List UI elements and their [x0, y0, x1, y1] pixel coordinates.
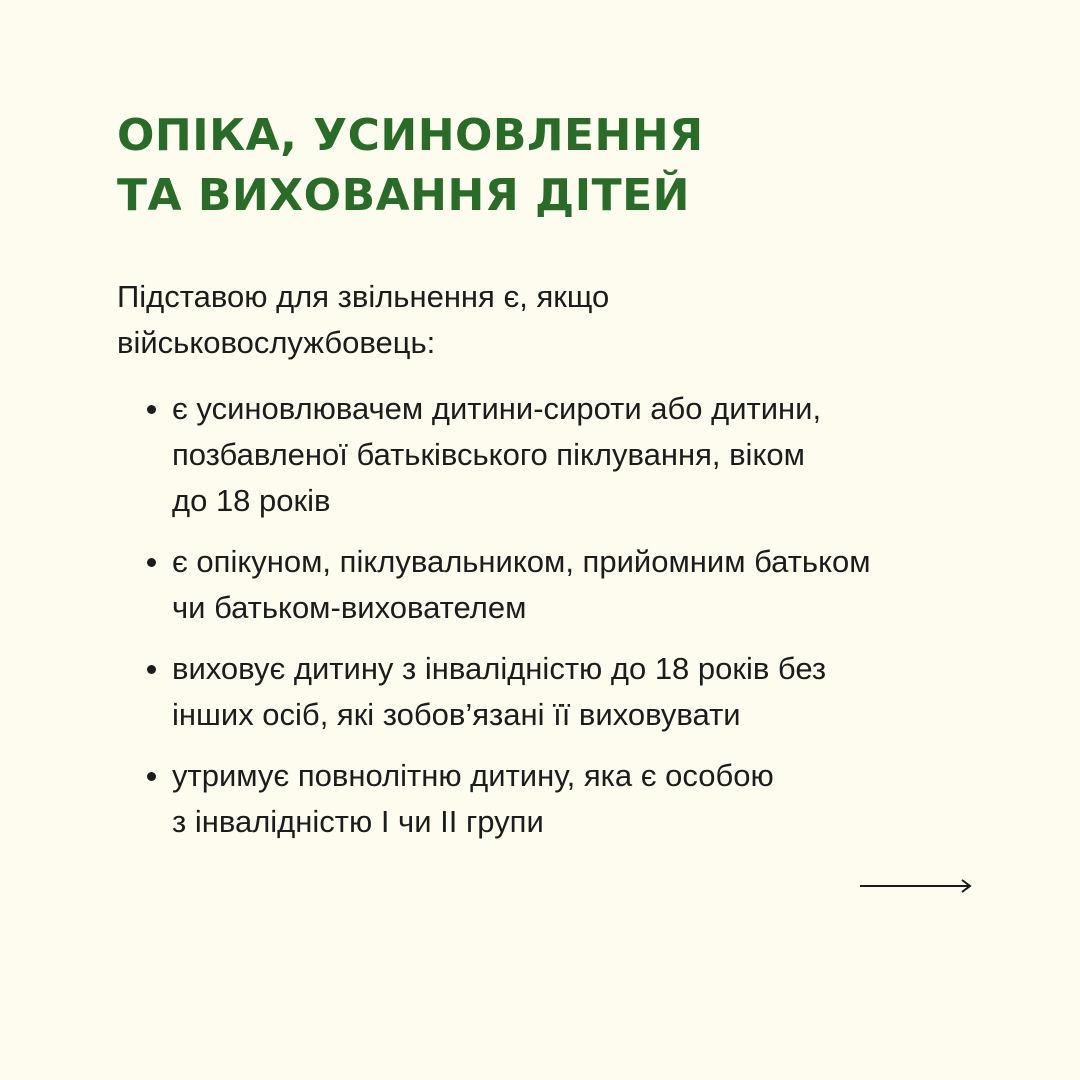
page-title-line: ОПІКА, УСИНОВЛЕННЯ	[117, 110, 704, 161]
bullet-icon	[147, 665, 156, 674]
bullet-icon	[147, 772, 156, 781]
list-item	[147, 753, 1007, 845]
arrow-right-icon[interactable]	[858, 876, 974, 896]
list-item	[147, 386, 1007, 524]
list-item-line: є усиновлювачем дитини-сироти або дитини,	[172, 391, 822, 426]
list-item-line: до 18 років	[172, 483, 331, 518]
list-item-line: утримує повнолітню дитину, яка є особою	[172, 758, 774, 793]
intro-line: військовослужбовець:	[117, 325, 436, 360]
intro-line: Підставою для звільнення є, якщо	[117, 279, 610, 314]
list-item-line: інших осіб, які зобов’язані її виховувати	[172, 697, 741, 732]
bullet-icon	[147, 558, 156, 567]
list-item-line: з інвалідністю І чи ІІ групи	[172, 804, 544, 839]
list-item-line: виховує дитину з інвалідністю до 18 років без	[172, 651, 827, 686]
list-item-line: позбавленої батьківського піклування, віком	[172, 437, 805, 472]
list-item-line: чи батьком-вихователем	[172, 590, 527, 625]
list-item	[147, 646, 1007, 738]
page-title-line: ТА ВИХОВАННЯ ДІТЕЙ	[117, 170, 690, 221]
page-title	[117, 106, 977, 226]
bullet-icon	[147, 405, 156, 414]
list-item-line: є опікуном, піклувальником, прийомним батьком	[172, 544, 871, 579]
intro-text	[117, 274, 937, 366]
list-item	[147, 539, 1007, 631]
conditions-list	[147, 386, 1007, 860]
